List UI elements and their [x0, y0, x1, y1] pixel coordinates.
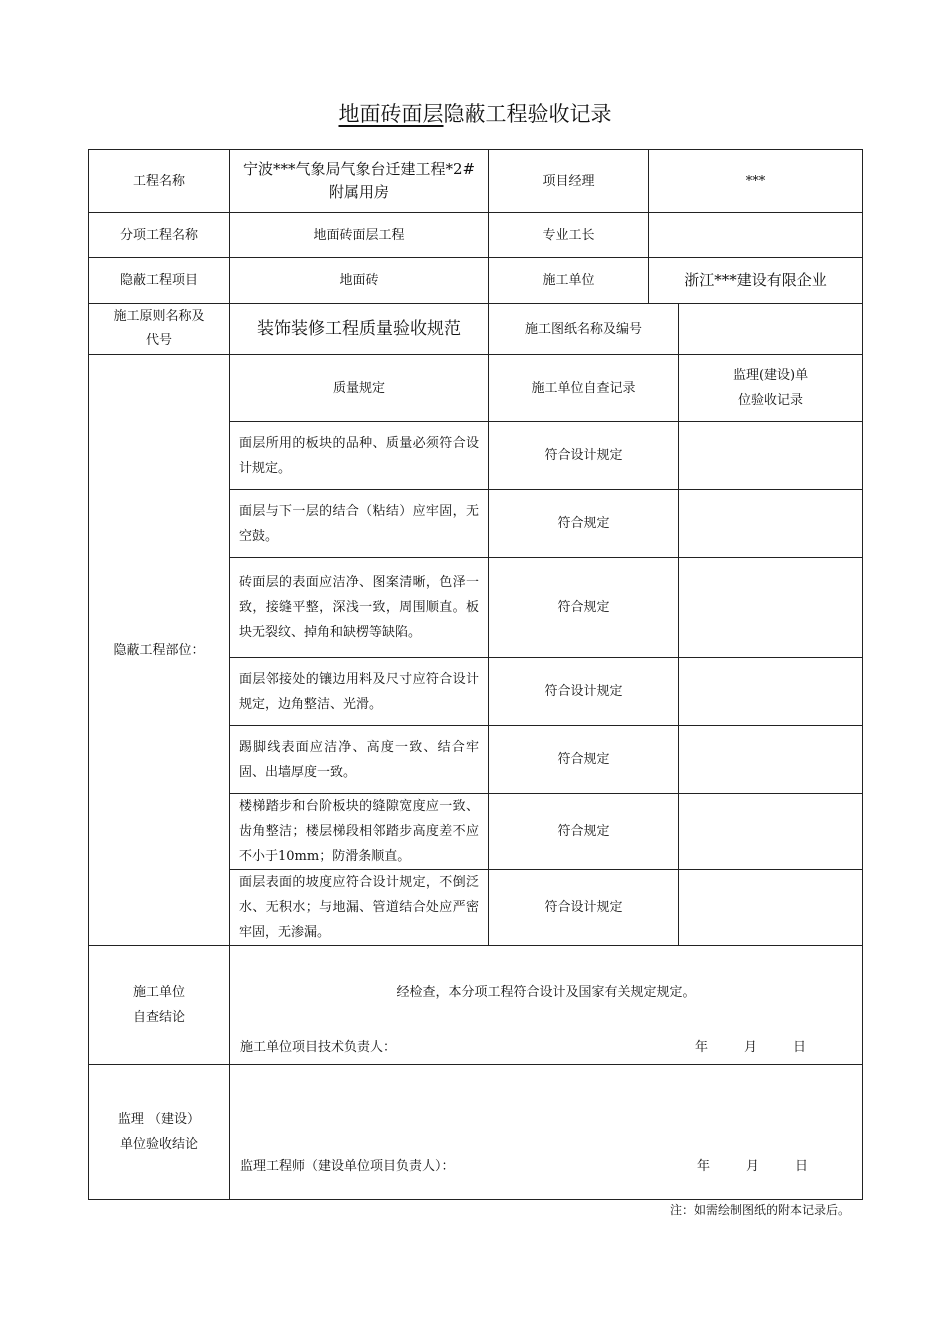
row-standard: [89, 304, 863, 355]
footnote: 注：如需绘制图纸的附本记录后。: [669, 1203, 850, 1217]
supervision-result: [679, 658, 863, 726]
supervision-signer: 监理工程师（建设单位项目负责人）：: [240, 1159, 455, 1174]
title-underlined-part: 地面砖面层: [338, 102, 444, 126]
col-supervision-header: 监理(建设)单位验收记录: [679, 355, 863, 422]
self-check-text: 经检查，本分项工程符合设计及国家有关规定规定。: [396, 985, 696, 1000]
supervision-date: [697, 1154, 808, 1179]
self-check-result: 符合设计规定: [489, 658, 679, 726]
requirement-text: 面层与下一层的结合（粘结）应牢固，无空鼓。: [230, 490, 489, 558]
drawing-label: 施工图纸名称及编号: [489, 304, 679, 355]
self-check-result: 符合规定: [489, 726, 679, 794]
day-label: 日: [793, 1040, 807, 1055]
self-check-signer: 施工单位项目技术负责人：: [240, 1040, 397, 1055]
foreman-value: [649, 213, 863, 258]
hidden-section-label: 隐蔽工程部位：: [89, 355, 230, 946]
supervision-result: [679, 870, 863, 946]
supervision-result: [679, 558, 863, 658]
requirement-text: 楼梯踏步和台阶板块的缝隙宽度应一致、齿角整洁；楼层梯段相邻踏步高度差不应不小于10mm；防滑条顺直。: [230, 794, 489, 870]
row-self-check-conclusion: [89, 946, 863, 1065]
project-name-value: 宁波***气象局气象台迁建工程*2#附属用房: [230, 150, 489, 213]
supervision-label: 监理 （建设）单位验收结论: [89, 1065, 230, 1200]
self-check-date: [695, 1035, 806, 1060]
month-label: 月: [743, 1040, 757, 1055]
requirement-text: 踢脚线表面应洁净、高度一致、结合牢固、出墙厚度一致。: [230, 726, 489, 794]
supervision-result: [679, 422, 863, 490]
requirement-text: 砖面层的表面应洁净、图案清晰，色泽一致，接缝平整，深浅一致，周围顺直。板块无裂纹、掉角和缺楞等缺陷。: [230, 558, 489, 658]
supervision-result: [679, 794, 863, 870]
standard-label: 施工原则名称及代号: [89, 304, 230, 355]
self-check-result: 符合规定: [489, 558, 679, 658]
standard-value: 装饰装修工程质量验收规范: [230, 304, 489, 355]
col-quality-header: 质量规定: [230, 355, 489, 422]
requirement-text: 面层表面的坡度应符合设计规定，不倒泛水、无积水；与地漏、管道结合处应严密牢固，无渗漏。: [230, 870, 489, 946]
sub-project-label: 分项工程名称: [89, 213, 230, 258]
requirement-text: 面层所用的板块的品种、质量必须符合设计规定。: [230, 422, 489, 490]
sub-project-value: 地面砖面层工程: [230, 213, 489, 258]
self-check-result: 符合规定: [489, 794, 679, 870]
supervision-result: [679, 490, 863, 558]
project-name-label: 工程名称: [89, 150, 230, 213]
contractor-value: 浙江***建设有限企业: [649, 258, 863, 304]
self-check-result: 符合设计规定: [489, 870, 679, 946]
title-rest: 隐蔽工程验收记录: [443, 102, 612, 126]
row-supervision-conclusion: [89, 1065, 863, 1200]
self-check-label: 施工单位自查结论: [89, 946, 230, 1065]
row-inspection-header: [89, 355, 863, 422]
row-sub-project: [89, 213, 863, 258]
year-label: 年: [694, 1040, 708, 1055]
supervision-result: [679, 726, 863, 794]
self-check-result: 符合设计规定: [489, 422, 679, 490]
manager-value: ***: [649, 150, 863, 213]
day-label: 日: [795, 1159, 809, 1174]
requirement-text: 面层邻接处的镶边用料及尺寸应符合设计规定，边角整洁、光滑。: [230, 658, 489, 726]
acceptance-record-table: [88, 149, 863, 1200]
row-project-name: [89, 150, 863, 213]
page-title: [0, 98, 950, 128]
year-label: 年: [696, 1159, 710, 1174]
self-check-conclusion-cell: [230, 946, 863, 1065]
contractor-label: 施工单位: [489, 258, 649, 304]
foreman-label: 专业工长: [489, 213, 649, 258]
manager-label: 项目经理: [489, 150, 649, 213]
self-check-result: 符合规定: [489, 490, 679, 558]
col-self-check-header: 施工单位自查记录: [489, 355, 679, 422]
month-label: 月: [745, 1159, 759, 1174]
hidden-item-label: 隐蔽工程项目: [89, 258, 230, 304]
hidden-item-value: 地面砖: [230, 258, 489, 304]
supervision-conclusion-cell: [230, 1065, 863, 1200]
drawing-value: [679, 304, 863, 355]
row-hidden-item: [89, 258, 863, 304]
